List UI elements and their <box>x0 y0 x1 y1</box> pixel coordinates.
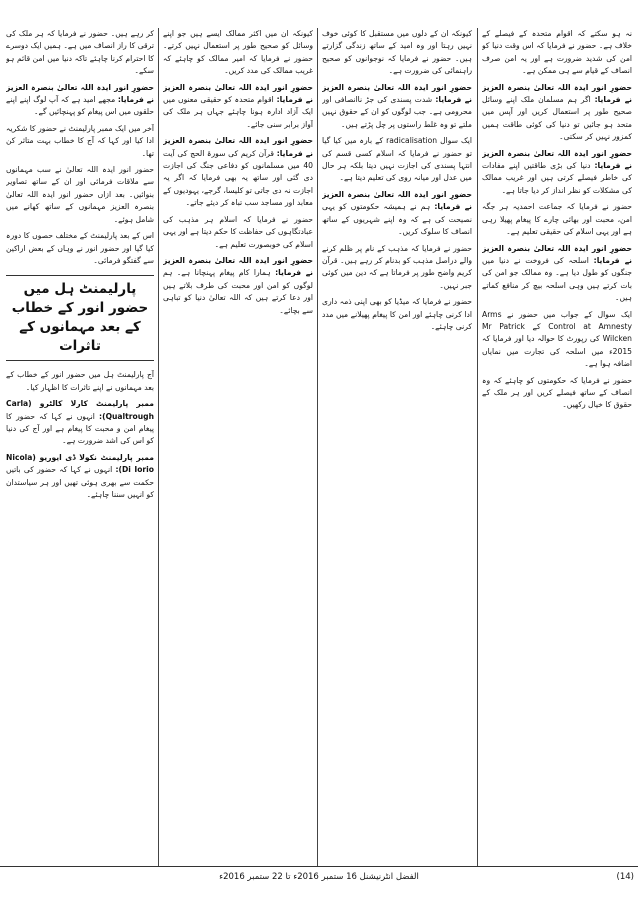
paragraph: آج پارلیمنٹ ہل میں حضور انور کے خطاب کے بعد مہمانوں نے اپنے تاثرات کا اظہار کیا۔ <box>6 370 154 392</box>
paragraph <box>163 255 313 317</box>
section-heading: پارلیمنٹ ہل میں حضور انور کے خطاب کے بعد مہمانوں کے تاثرات <box>6 275 154 361</box>
paragraph-heading: حضورِ انور ایدہ اللہ تعالیٰ بنصرہ العزیز نے فرمایا: <box>322 82 472 105</box>
paragraph-text: انہوں نے کہا کہ حضور کا پیغام امن و محبت کا پیغام ہے اور آج کی دنیا کو اس کی اشد ضرورت ہے۔ <box>6 411 154 446</box>
paragraph <box>322 189 472 239</box>
paragraph-heading: حضورِ انور ایدہ اللہ تعالیٰ بنصرہ العزیز نے فرمایا: <box>482 243 632 265</box>
page-number: (14) <box>616 872 634 882</box>
column-divider <box>158 28 159 866</box>
paragraph-text: انہوں نے کہا کہ حضور کی باتیں حکمت سے بھری ہوئی تھیں اور ہر سیاستدان کو انہیں سننا چاہئے۔ <box>6 465 154 499</box>
paragraph-text: شدت پسندی کی جڑ ناانصافی اور محرومی ہے۔ جب لوگوں کو ان کے حقوق نہیں ملتے تو وہ غلط راستوں پر چل پڑتے ہیں۔ <box>322 95 472 129</box>
paragraph-text: اگر ہم مسلمان ملک اپنے وسائل صحیح طور پر استعمال کریں اور آپس میں متحد ہو جائیں تو دنیا کی کوئی طاقت ہمیں کمزور نہیں کر سکتی۔ <box>482 95 632 142</box>
paragraph <box>6 452 154 502</box>
column-divider <box>477 28 478 866</box>
paragraph: کر رہے ہیں۔ حضور نے فرمایا کہ ہر ملک کی ترقی کا راز انصاف میں ہے۔ ہمیں ایک دوسرے کا احترام کرنا چاہئے تاکہ دنیا میں امن قائم ہو سکے۔ <box>6 29 154 76</box>
paragraph-text: ہم نے ہمیشہ حکومتوں کو یہی نصیحت کی ہے کہ وہ اپنے شہریوں کے ساتھ انصاف کا سلوک کریں۔ <box>322 202 472 237</box>
paragraph-heading: حضورِ انور ایدہ اللہ تعالیٰ بنصرہ العزیز نے فرمایا: <box>163 82 313 105</box>
paragraph-heading: حضورِ انور ایدہ اللہ تعالیٰ بنصرہ العزیز نے فرمایا: <box>482 148 632 171</box>
column-4 <box>6 28 154 866</box>
paragraph: اس کے بعد پارلیمنٹ کے مختلف حصوں کا دورہ کیا گیا اور حضور انور نے وہاں کے بعض اراکین سے گفتگو فرمائی۔ <box>6 231 154 265</box>
paragraph <box>482 148 632 198</box>
paragraph-heading: حضورِ انور ایدہ اللہ تعالیٰ بنصرہ العزیز نے فرمایا: <box>322 189 472 212</box>
paragraph: نہ ہو سکتے کہ اقوام متحدہ کے فیصلے کے خلاف ہے۔ حضور نے فرمایا کہ اس وقت دنیا کو امن کی شدید ضرورت ہے اور یہ امن صرف انصاف کے قیام سے ہی ممکن ہے۔ <box>482 29 632 76</box>
publication-date: الفضل انٹرنیشنل 16 ستمبر 2016ء تا 22 ستمبر 2016ء <box>219 872 419 882</box>
paragraph-heading: حضورِ انور ایدہ اللہ تعالیٰ بنصرہ العزیز نے فرمایا: <box>6 82 154 105</box>
paragraph <box>482 243 632 305</box>
page-footer <box>0 866 638 888</box>
paragraph: ایک سوال radicalisation کے بارہ میں کیا گیا تو حضور نے فرمایا کہ اسلام کسی قسم کی انتہا پسندی کی اجازت نہیں دیتا بلکہ ہر حال میں عدل اور میانہ روی کی تعلیم دیتا ہے۔ <box>322 136 472 183</box>
paragraph-text: قرآن کریم کی سورۃ الحج کی آیت 40 میں مسلمانوں کو دفاعی جنگ کی اجازت دی گئی اور ساتھ یہ بھی فرمایا کہ اگر یہ اجازت نہ دی جاتی تو کلیسا، گرجے، یہودیوں کے معابد اور مساجد سب تباہ کر دیئے جاتے۔ <box>163 148 313 208</box>
paragraph: حضور نے فرمایا کہ اسلام ہر مذہب کی عبادتگاہوں کی حفاظت کا حکم دیتا ہے اور یہی اسلام کی خوبصورت تعلیم ہے۔ <box>163 214 313 249</box>
paragraph: ایک سوال کے جواب میں حضور نے Arms Control at Amnesty کے Mr Patrick Wilcken کی رپورٹ کا حوالہ دیا اور فرمایا کہ 2015ء میں اسلحہ کی تجارت میں نمایاں اضافہ ہوا ہے۔ <box>482 309 632 369</box>
paragraph-text: مجھے امید ہے کہ آپ لوگ اپنے اپنے حلقوں میں اس پیغام کو پہنچائیں گے۔ <box>6 95 154 117</box>
paragraph: کیونکہ ان میں اکثر ممالک ایسے ہیں جو اپنے وسائل کو صحیح طور پر استعمال نہیں کرتے۔ حضور نے فرمایا کہ امیر ممالک کو چاہئے کہ غریب ممالک کی مدد کریں۔ <box>163 29 313 76</box>
paragraph-text: ہمارا کام پیغام پہنچانا ہے۔ ہم لوگوں کو امن اور محبت کی طرف بلاتے ہیں اور دعا کرتے ہیں کہ اللہ تعالیٰ دنیا کو تباہی سے بچائے۔ <box>163 268 313 315</box>
paragraph: حضور نے فرمایا کہ میڈیا کو بھی اپنی ذمہ داری ادا کرنی چاہئے اور امن کا پیغام پھیلانے میں مدد کرنی چاہئے۔ <box>322 297 472 331</box>
paragraph: حضور نے فرمایا کہ جماعت احمدیہ ہر جگہ امن، محبت اور بھائی چارے کا پیغام پھیلا رہی ہے اور یہی اسلام کی حقیقی تعلیم ہے۔ <box>482 202 632 237</box>
paragraph <box>163 82 313 132</box>
paragraph <box>482 82 632 144</box>
paragraph-heading: ممبر پارلیمنٹ کارلا کالٹرو (Carla Qualtrough): <box>6 399 154 421</box>
paragraph <box>6 82 154 119</box>
paragraph <box>163 135 313 209</box>
paragraph-text: اقوام متحدہ کو حقیقی معنوں میں ایک آزاد ادارہ ہونا چاہئے جہاں ہر ملک کی آواز برابر سنی جائے۔ <box>163 95 313 129</box>
column-divider <box>317 28 318 866</box>
paragraph <box>6 398 154 448</box>
paragraph: حضور نے فرمایا کہ حکومتوں کو چاہئے کہ وہ انصاف کے ساتھ فیصلے کریں اور ہر ملک کے حقوق کا خیال رکھیں۔ <box>482 375 632 410</box>
paragraph-text: اسلحہ کی فروخت نے دنیا میں جنگوں کو طول دیا ہے۔ وہ ممالک جو امن کی بات کرتے ہیں وہی اسلحہ بیچ کر منافع کماتے ہیں۔ <box>482 255 632 303</box>
paragraph-text: دنیا کی بڑی طاقتیں اپنے مفادات کی خاطر فیصلے کرتی ہیں اور غریب ممالک کی مشکلات کو نظر انداز کر دیا جاتا ہے۔ <box>482 161 632 195</box>
column-2 <box>322 28 472 866</box>
paragraph: حضور انور ایدہ اللہ تعالیٰ نے سب مہمانوں سے ملاقات فرمائی اور ان کے ساتھ تصاویر بنوائیں۔ بعد ازاں حضور انور ایدہ اللہ تعالیٰ بنصرہ العزیز مہمانوں کے ساتھ کھانے میں شامل ہوئے۔ <box>6 165 154 224</box>
column-1 <box>482 28 632 866</box>
paragraph-heading: ممبر پارلیمنٹ نکولا ڈی ایوریو (Nicola Di Iorio): <box>6 452 154 475</box>
paragraph: آخر میں ایک ممبر پارلیمنٹ نے حضور کا شکریہ ادا کیا اور کہا کہ آج کا خطاب بہت متاثر کن تھا۔ <box>6 123 154 158</box>
column-3 <box>163 28 313 866</box>
paragraph <box>322 82 472 132</box>
paragraph: حضور نے فرمایا کہ مذہب کے نام پر ظلم کرنے والے دراصل مذہب کو بدنام کر رہے ہیں۔ قرآن کریم واضح طور پر فرماتا ہے کہ دین میں کوئی جبر نہیں۔ <box>322 243 472 290</box>
paragraph-heading: حضورِ انور ایدہ اللہ تعالیٰ بنصرہ العزیز نے فرمایا: <box>482 82 632 105</box>
paragraph: کیونکہ ان کے دلوں میں مستقبل کا کوئی خوف نہیں رہتا اور وہ امید کے ساتھ زندگی گزارتے ہیں۔ حضور نے فرمایا کہ نوجوانوں کو صحیح راہنمائی کی ضرورت ہے۔ <box>322 29 472 76</box>
paragraph-heading: حضورِ انور ایدہ اللہ تعالیٰ بنصرہ العزیز نے فرمایا: <box>163 255 313 278</box>
paragraph-heading: حضورِ انور ایدہ اللہ تعالیٰ بنصرہ العزیز نے فرمایا: <box>163 136 313 158</box>
